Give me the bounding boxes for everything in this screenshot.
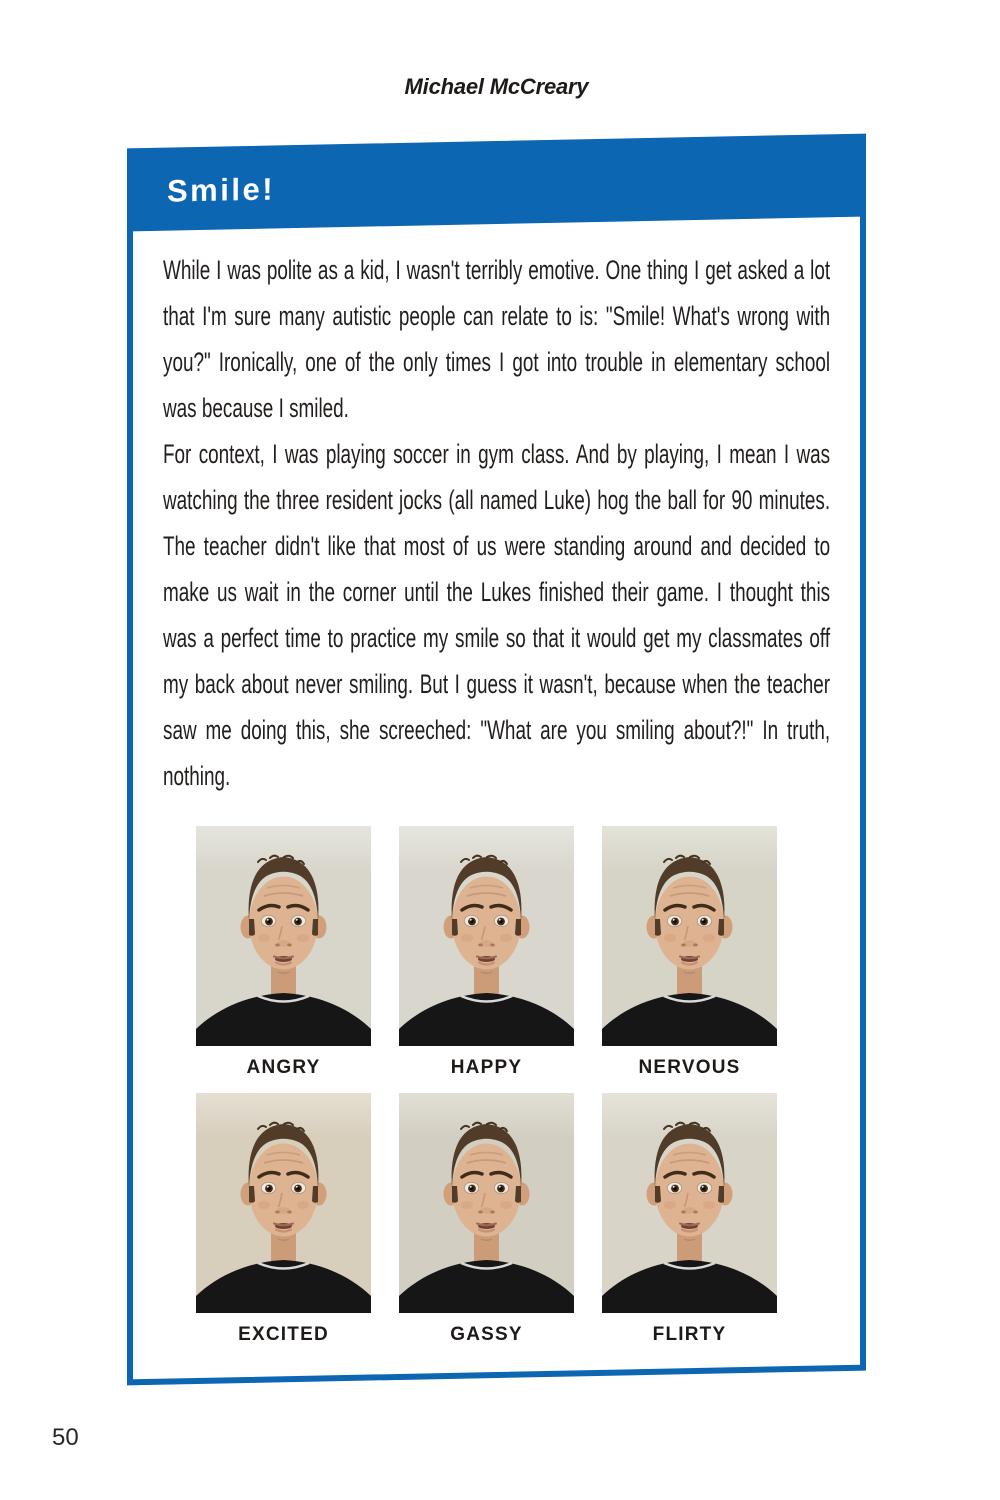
card-title-banner (132, 139, 861, 232)
paragraph-2: For context, I was playing soccer in gym class. And by playing, I mean I was watching the three resident jocks (all named Luke) hog the ball for 90 minutes. The teacher didn't like that most of us were standing around and decided to make us wait in the corner until the Lukes finished their game. I thought this was a perfect time to practice my smile so that it would get my classmates off my back about never smiling. But I guess it wasn't, because when the teacher saw me doing this, she screeched: "What are you smiling about?!" In truth, nothing. (163, 439, 831, 791)
expression-photo-nervous (602, 826, 777, 1046)
expression-photo-angry (196, 826, 371, 1046)
expression-cell-excited (196, 1093, 371, 1346)
paragraph-1: While I was polite as a kid, I wasn't terribly emotive. One thing I get asked a lot that I'm sure many autistic people can relate to is: "Smile! What's wrong with you?" Ironically, one of the only times I got into trouble in elementary school was because I smiled. (163, 255, 831, 423)
expression-cell-flirty (602, 1093, 777, 1346)
page-number: 50 (52, 1424, 79, 1451)
card-title: Smile! (167, 171, 276, 209)
expression-label-flirty: FLIRTY (652, 1324, 727, 1345)
expression-cell-angry (196, 826, 371, 1079)
expression-cell-happy (399, 826, 574, 1079)
expression-photo-flirty (602, 1093, 777, 1313)
expression-label-angry: ANGRY (246, 1057, 321, 1078)
expression-photo-grid (196, 826, 830, 1346)
expression-label-nervous: NERVOUS (638, 1057, 741, 1078)
expression-cell-nervous (602, 826, 777, 1079)
expression-cell-gassy (399, 1093, 574, 1346)
expression-label-happy: HAPPY (450, 1057, 523, 1078)
expression-label-excited: EXCITED (238, 1324, 329, 1345)
expression-photo-happy (399, 826, 574, 1046)
body-text (163, 247, 830, 799)
card-content (163, 247, 830, 1346)
expression-photo-excited (196, 1093, 371, 1313)
running-header: Michael McCreary (404, 74, 589, 99)
expression-photo-gassy (399, 1093, 574, 1313)
expression-label-gassy: GASSY (450, 1324, 523, 1345)
